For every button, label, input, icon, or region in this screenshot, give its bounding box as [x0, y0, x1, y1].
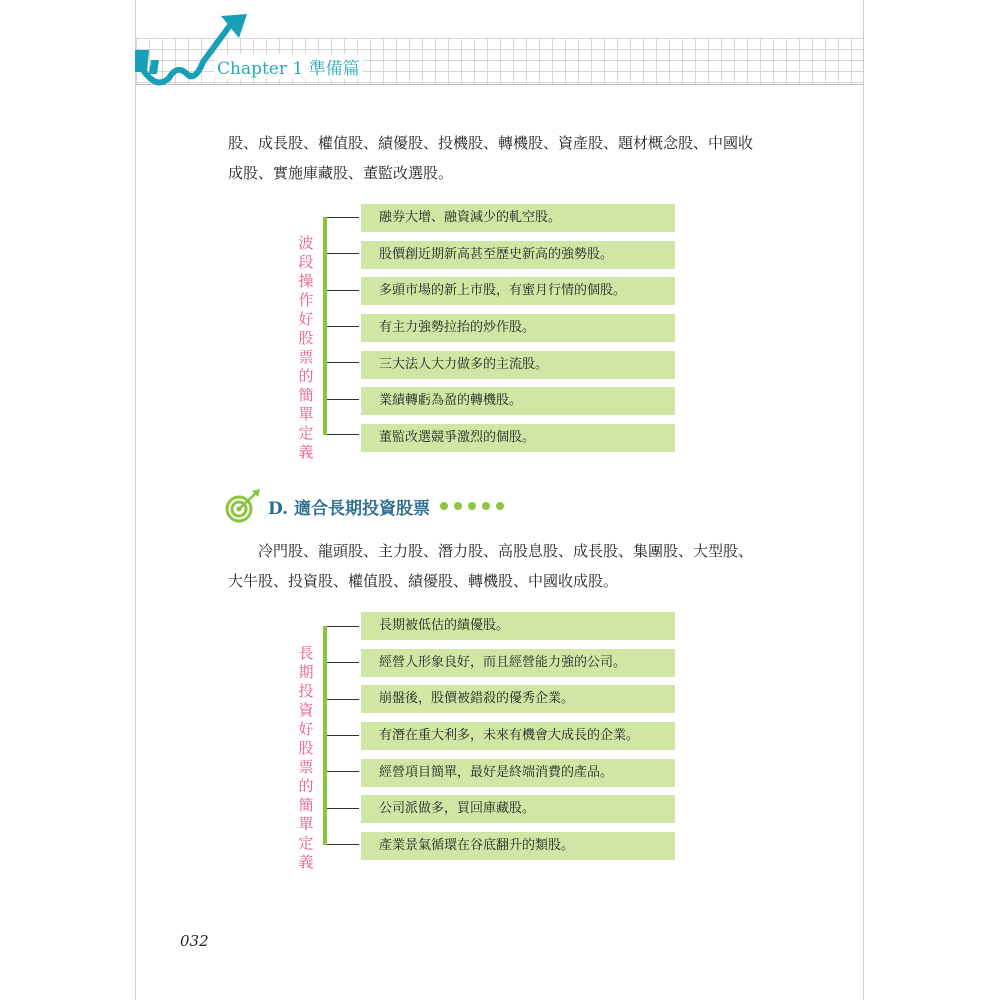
target-icon — [224, 489, 262, 523]
box1-vertical-title: 波段操作好股票的簡單定義 — [298, 234, 314, 461]
section-d-title: D. 適合長期投資股票 — [268, 498, 430, 519]
box1-item: 三大法人大力做多的主流股。 — [361, 351, 675, 379]
box1-item: 董監改選競爭激烈的個股。 — [361, 424, 675, 452]
box1-item-list — [361, 204, 675, 461]
box2-item: 產業景氣循環在谷底翻升的類股。 — [361, 832, 675, 860]
box1-item: 多頭市場的新上市股，有蜜月行情的個股。 — [361, 277, 675, 305]
box1-item: 股價創近期新高甚至歷史新高的強勢股。 — [361, 241, 675, 269]
box2-item-list — [361, 612, 675, 869]
box1-item: 有主力強勢拉抬的炒作股。 — [361, 314, 675, 342]
section-d-heading — [224, 488, 504, 524]
box2-item: 長期被低估的績優股。 — [361, 612, 675, 640]
box2-vertical-title: 長期投資好股票的簡單定義 — [298, 644, 314, 871]
box1-bracket — [323, 217, 359, 435]
box2-item: 公司派做多，買回庫藏股。 — [361, 795, 675, 823]
box1-item: 業績轉虧為盈的轉機股。 — [361, 387, 675, 415]
box2-item: 經營人形象良好，而且經營能力強的公司。 — [361, 649, 675, 677]
chapter-label: Chapter 1 準備篇 — [214, 54, 363, 79]
box2-item: 有潛在重大利多，未來有機會大成長的企業。 — [361, 722, 675, 750]
decorative-dots — [440, 502, 504, 510]
page-number: 032 — [180, 932, 209, 950]
box2-item: 經營項目簡單，最好是終端消費的產品。 — [361, 759, 675, 787]
box2-item: 崩盤後，股價被錯殺的優秀企業。 — [361, 685, 675, 713]
paragraph-1: 股、成長股、權值股、績優股、投機股、轉機股、資產股、題材概念股、中國收成股、實施庫藏股、董監改選股。 — [228, 134, 754, 182]
paragraph-2: 冷門股、龍頭股、主力股、潛力股、高股息股、成長股、集團股、大型股、大牛股、投資股、權值股、績優股、轉機股、中國收成股。 — [228, 542, 754, 590]
box1-item: 融券大增、融資減少的軋空股。 — [361, 204, 675, 232]
box2-bracket — [323, 626, 359, 845]
